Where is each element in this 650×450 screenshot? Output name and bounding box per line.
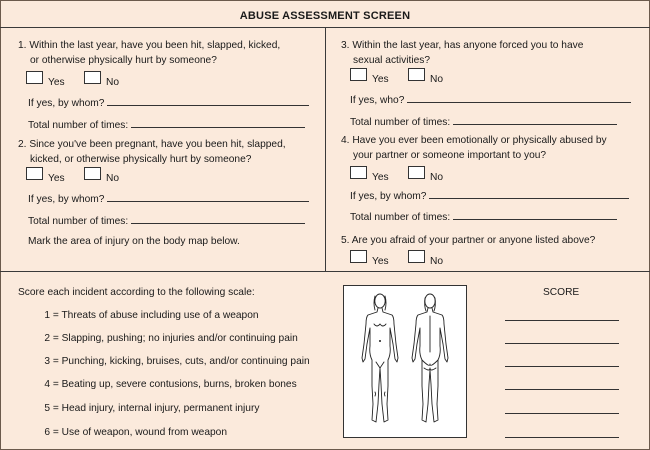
scale-item-text: Punching, kicking, bruises, cuts, and/or continuing pain	[61, 356, 310, 367]
score-field-6[interactable]	[505, 437, 619, 438]
q5-yes-label: Yes	[372, 256, 389, 267]
scale-item-number: 4	[44, 379, 50, 390]
q2-total-field[interactable]	[131, 213, 305, 224]
question-3-line1: 3. Within the last year, has anyone forced you to have	[341, 40, 584, 51]
q1-total-field[interactable]	[131, 117, 305, 128]
question-3-line2: sexual activities?	[353, 55, 431, 66]
question-3	[341, 38, 583, 68]
score-field-2[interactable]	[505, 343, 619, 344]
q1-yes-checkbox[interactable]	[26, 71, 43, 84]
body-map[interactable]	[343, 285, 467, 438]
question-1-line1: 1. Within the last year, have you been hit, slapped, kicked,	[18, 40, 281, 51]
q2-yes-label: Yes	[48, 173, 65, 184]
q1-by-whom-row	[28, 95, 309, 110]
body-outline-icon	[344, 286, 466, 437]
q4-yes-label: Yes	[372, 172, 389, 183]
q3-total-field[interactable]	[453, 114, 617, 125]
q1-by-whom-label: If yes, by whom?	[28, 98, 105, 109]
q2-total-row	[28, 213, 305, 228]
scale-item-number: 1	[44, 310, 50, 321]
q3-no-checkbox[interactable]	[408, 68, 425, 81]
q2-yes-checkbox[interactable]	[26, 167, 43, 180]
question-4	[341, 133, 607, 163]
q3-no-label: No	[430, 74, 444, 85]
q5-no-label: No	[430, 256, 444, 267]
scale-separator: =	[52, 427, 59, 438]
scale-item-3	[40, 356, 310, 367]
column-divider	[325, 27, 326, 271]
question-4-line2: your partner or someone important to you?	[353, 150, 547, 161]
scale-separator: =	[52, 356, 59, 367]
q1-total-row	[28, 117, 305, 132]
question-1	[18, 38, 280, 68]
q4-by-whom-field[interactable]	[429, 188, 629, 199]
q4-no-checkbox[interactable]	[408, 166, 425, 179]
q1-total-label: Total number of times:	[28, 120, 129, 131]
scale-item-text: Beating up, severe contusions, burns, broken bones	[61, 379, 297, 390]
q3-yes-label: Yes	[372, 74, 389, 85]
scale-item-text: Head injury, internal injury, permanent injury	[61, 403, 260, 414]
q2-no-label: No	[106, 173, 120, 184]
q4-no-label: No	[430, 172, 444, 183]
q2-no-checkbox[interactable]	[84, 167, 101, 180]
scale-item-2	[40, 333, 298, 344]
question-1-line2: or otherwise physically hurt by someone?	[30, 55, 217, 66]
section-divider	[0, 271, 650, 272]
q3-who-row	[350, 92, 631, 107]
scale-item-5	[40, 403, 259, 414]
scale-item-4	[40, 379, 297, 390]
q1-by-whom-field[interactable]	[107, 95, 309, 106]
question-2-line1: 2. Since you've been pregnant, have you been hit, slapped,	[18, 139, 286, 150]
form-title: ABUSE ASSESSMENT SCREEN	[239, 10, 411, 22]
q2-by-whom-field[interactable]	[107, 191, 309, 202]
q4-total-label: Total number of times:	[350, 212, 451, 223]
q3-who-field[interactable]	[407, 92, 631, 103]
score-heading: SCORE	[543, 287, 580, 298]
scale-item-number: 5	[44, 403, 50, 414]
q4-yes-checkbox[interactable]	[350, 166, 367, 179]
scale-item-text: Slapping, pushing; no injuries and/or continuing pain	[61, 333, 298, 344]
score-field-1[interactable]	[505, 320, 619, 321]
scale-separator: =	[52, 333, 59, 344]
scale-item-number: 3	[44, 356, 50, 367]
q1-no-label: No	[106, 77, 120, 88]
q1-yes-label: Yes	[48, 77, 65, 88]
scale-separator: =	[52, 310, 59, 321]
question-2	[18, 137, 286, 167]
q4-by-whom-label: If yes, by whom?	[350, 191, 427, 202]
scale-item-6	[40, 427, 227, 438]
q3-total-label: Total number of times:	[350, 117, 451, 128]
score-field-4[interactable]	[505, 389, 619, 390]
q1-no-checkbox[interactable]	[84, 71, 101, 84]
score-field-5[interactable]	[505, 413, 619, 414]
question-4-line1: 4. Have you ever been emotionally or physically abused by	[341, 135, 607, 146]
body-map-instruction: Mark the area of injury on the body map below.	[28, 236, 240, 247]
q5-no-checkbox[interactable]	[408, 250, 425, 263]
q2-by-whom-label: If yes, by whom?	[28, 194, 105, 205]
scale-item-number: 2	[44, 333, 50, 344]
q4-total-row	[350, 209, 617, 224]
score-field-3[interactable]	[505, 366, 619, 367]
scale-item-number: 6	[44, 427, 50, 438]
q4-total-field[interactable]	[453, 209, 617, 220]
q2-total-label: Total number of times:	[28, 216, 129, 227]
q4-by-whom-row	[350, 188, 629, 203]
scale-item-1	[40, 310, 259, 321]
q3-total-row	[350, 114, 617, 129]
question-2-line2: kicked, or otherwise physically hurt by someone?	[30, 154, 252, 165]
q3-yes-checkbox[interactable]	[350, 68, 367, 81]
scale-item-text: Use of weapon, wound from weapon	[61, 427, 228, 438]
scale-separator: =	[52, 379, 59, 390]
scale-intro: Score each incident according to the following scale:	[18, 287, 255, 298]
scale-separator: =	[52, 403, 59, 414]
question-5: 5. Are you afraid of your partner or anyone listed above?	[341, 235, 596, 246]
scale-item-text: Threats of abuse including use of a weapon	[61, 310, 259, 321]
q2-by-whom-row	[28, 191, 309, 206]
q3-who-label: If yes, who?	[350, 95, 405, 106]
q5-yes-checkbox[interactable]	[350, 250, 367, 263]
